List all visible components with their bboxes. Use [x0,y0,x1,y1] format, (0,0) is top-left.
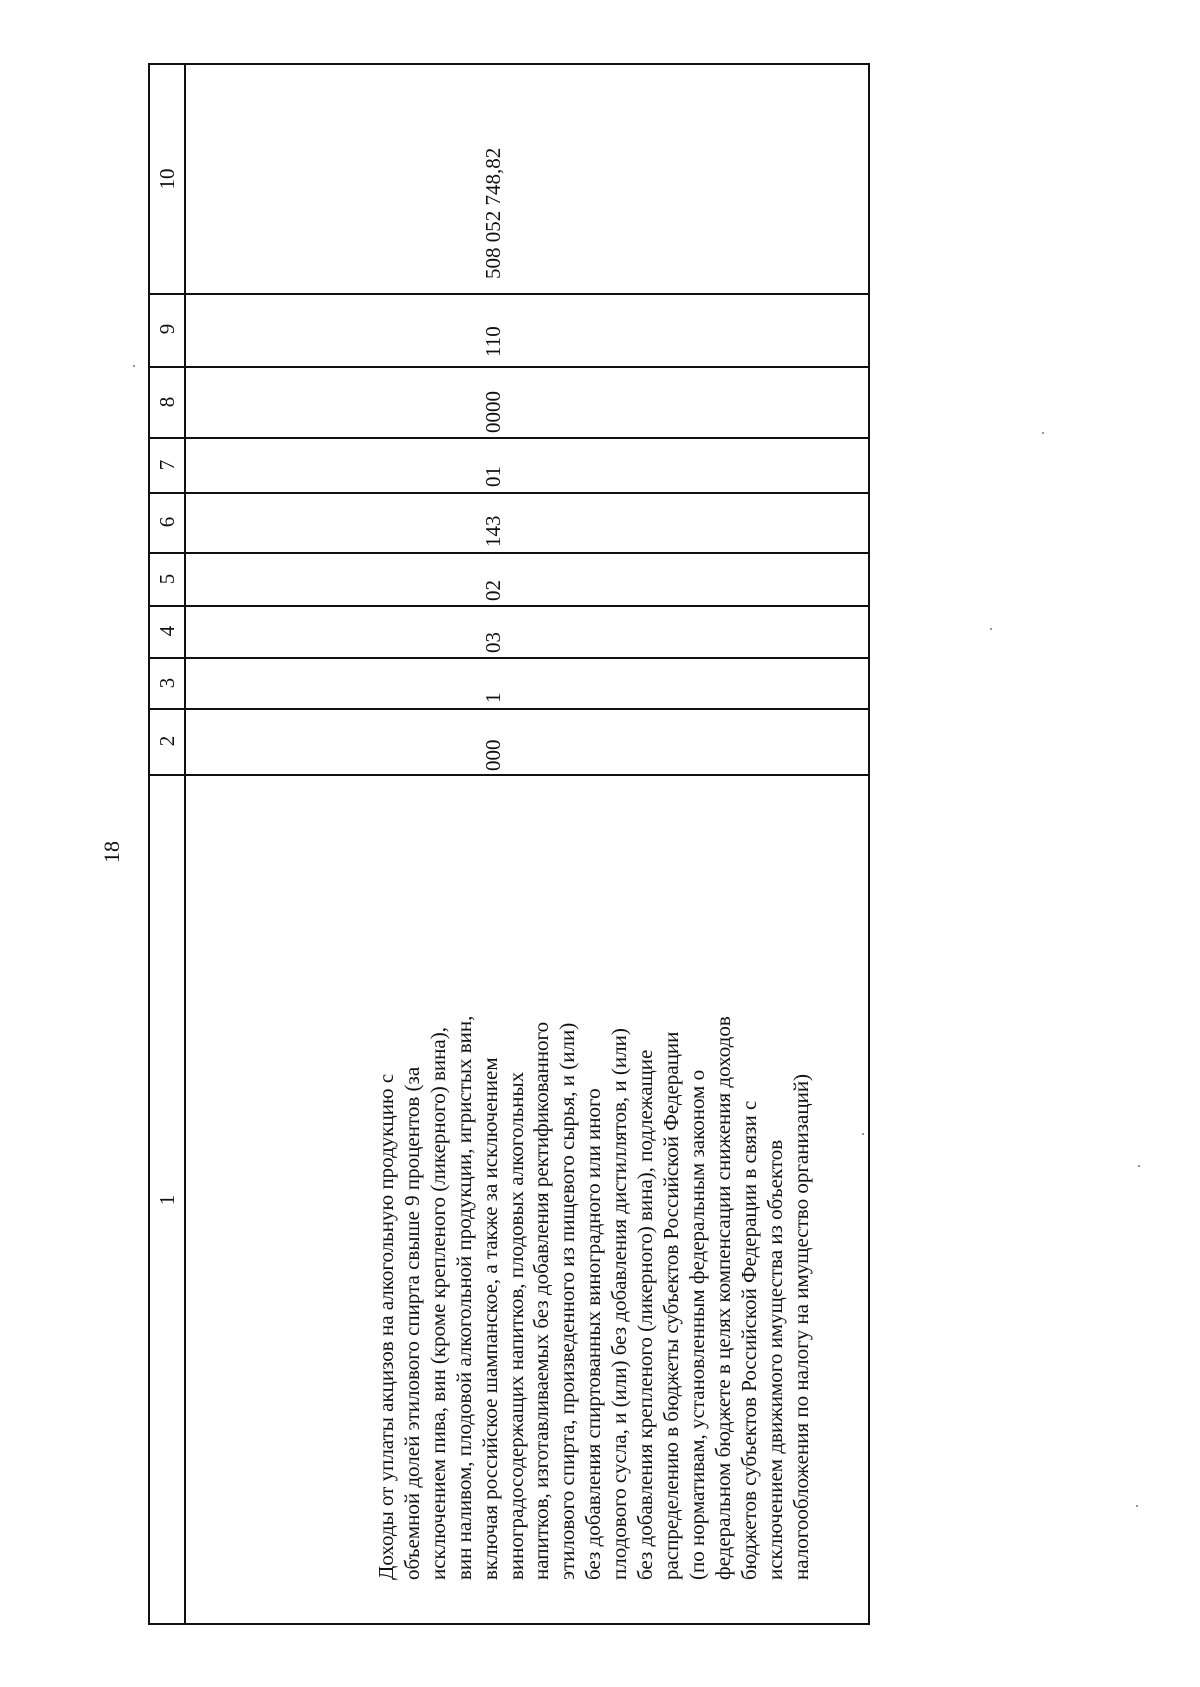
header-cell: 1 [155,1194,179,1206]
description-line: без добавления спиртованных виноградного или иного [581,1088,606,1580]
header-cell: 9 [155,323,179,335]
description-line: Доходы от уплаты акцизов на алкогольную продукцию с [374,1073,398,1580]
description-line: вин наливом, плодовой алкогольной продукции, игристых вин, [451,1015,476,1580]
header-cell: 6 [155,516,179,528]
description-line: без добавления крепленого (ликерного) вина), подлежащие [633,1049,658,1580]
description-line: бюджетов субъектов Российской Федерации в связи с [736,1100,761,1580]
code-cell: 02 [481,580,505,601]
description-line: плодового сусла, и (или) без добавления дистиллятов, и (или) [607,1028,632,1580]
description-line: федеральном бюджете в целях компенсации снижения доходов [710,1016,735,1580]
code-cell: 1 [481,692,505,703]
budget-table [148,63,870,1625]
description-line: включая российское шампанское, а также за исключением [477,1057,502,1580]
scan-speck [1136,1505,1138,1507]
code-cell: 000 [481,739,505,771]
description-line: налогообложения по налогу на имущество организаций) [788,1073,813,1580]
header-cell: 7 [155,459,179,471]
description-line: распределению в бюджеты субъектов Российской Федерации [658,1031,683,1580]
description-line: исключением пива, вин (кроме крепленого (ликерного) вина), [425,1027,450,1580]
code-cell: 110 [481,326,505,357]
description-line: напитков, изготавливаемых без добавления ректификованного [529,1021,554,1580]
scan-speck [133,365,135,367]
description-cell [372,66,813,1586]
description-line: этилового спирта, произведенного из пищевого сырья, и (или) [555,1022,580,1580]
code-cell: 0000 [481,391,505,433]
description-line: (по нормативам, установленным федеральным законом о [684,1069,709,1580]
header-cell: 4 [155,625,179,637]
code-cell: 01 [481,466,505,487]
scan-speck [1042,432,1044,434]
scan-speck [862,1133,864,1135]
header-cell: 5 [155,573,179,585]
page-number: 18 [99,841,124,863]
header-cell: 10 [155,168,179,190]
description-line: объемной долей этилового спирта свыше 9 процентов (за [399,1066,424,1580]
header-cell: 8 [155,396,179,408]
description-line: исключением движимого имущества из объектов [762,1139,787,1580]
code-cell: 03 [481,632,505,653]
header-cell: 3 [155,677,179,689]
amount-cell: 508 052 748,82 [481,147,505,279]
description-line: виноградосодержащих напитков, плодовых алкогольных [503,1071,528,1580]
scan-speck [1138,1165,1140,1167]
scan-speck [990,628,992,630]
header-divider [184,65,186,1623]
code-cell: 143 [481,515,505,547]
header-cell: 2 [155,735,179,747]
